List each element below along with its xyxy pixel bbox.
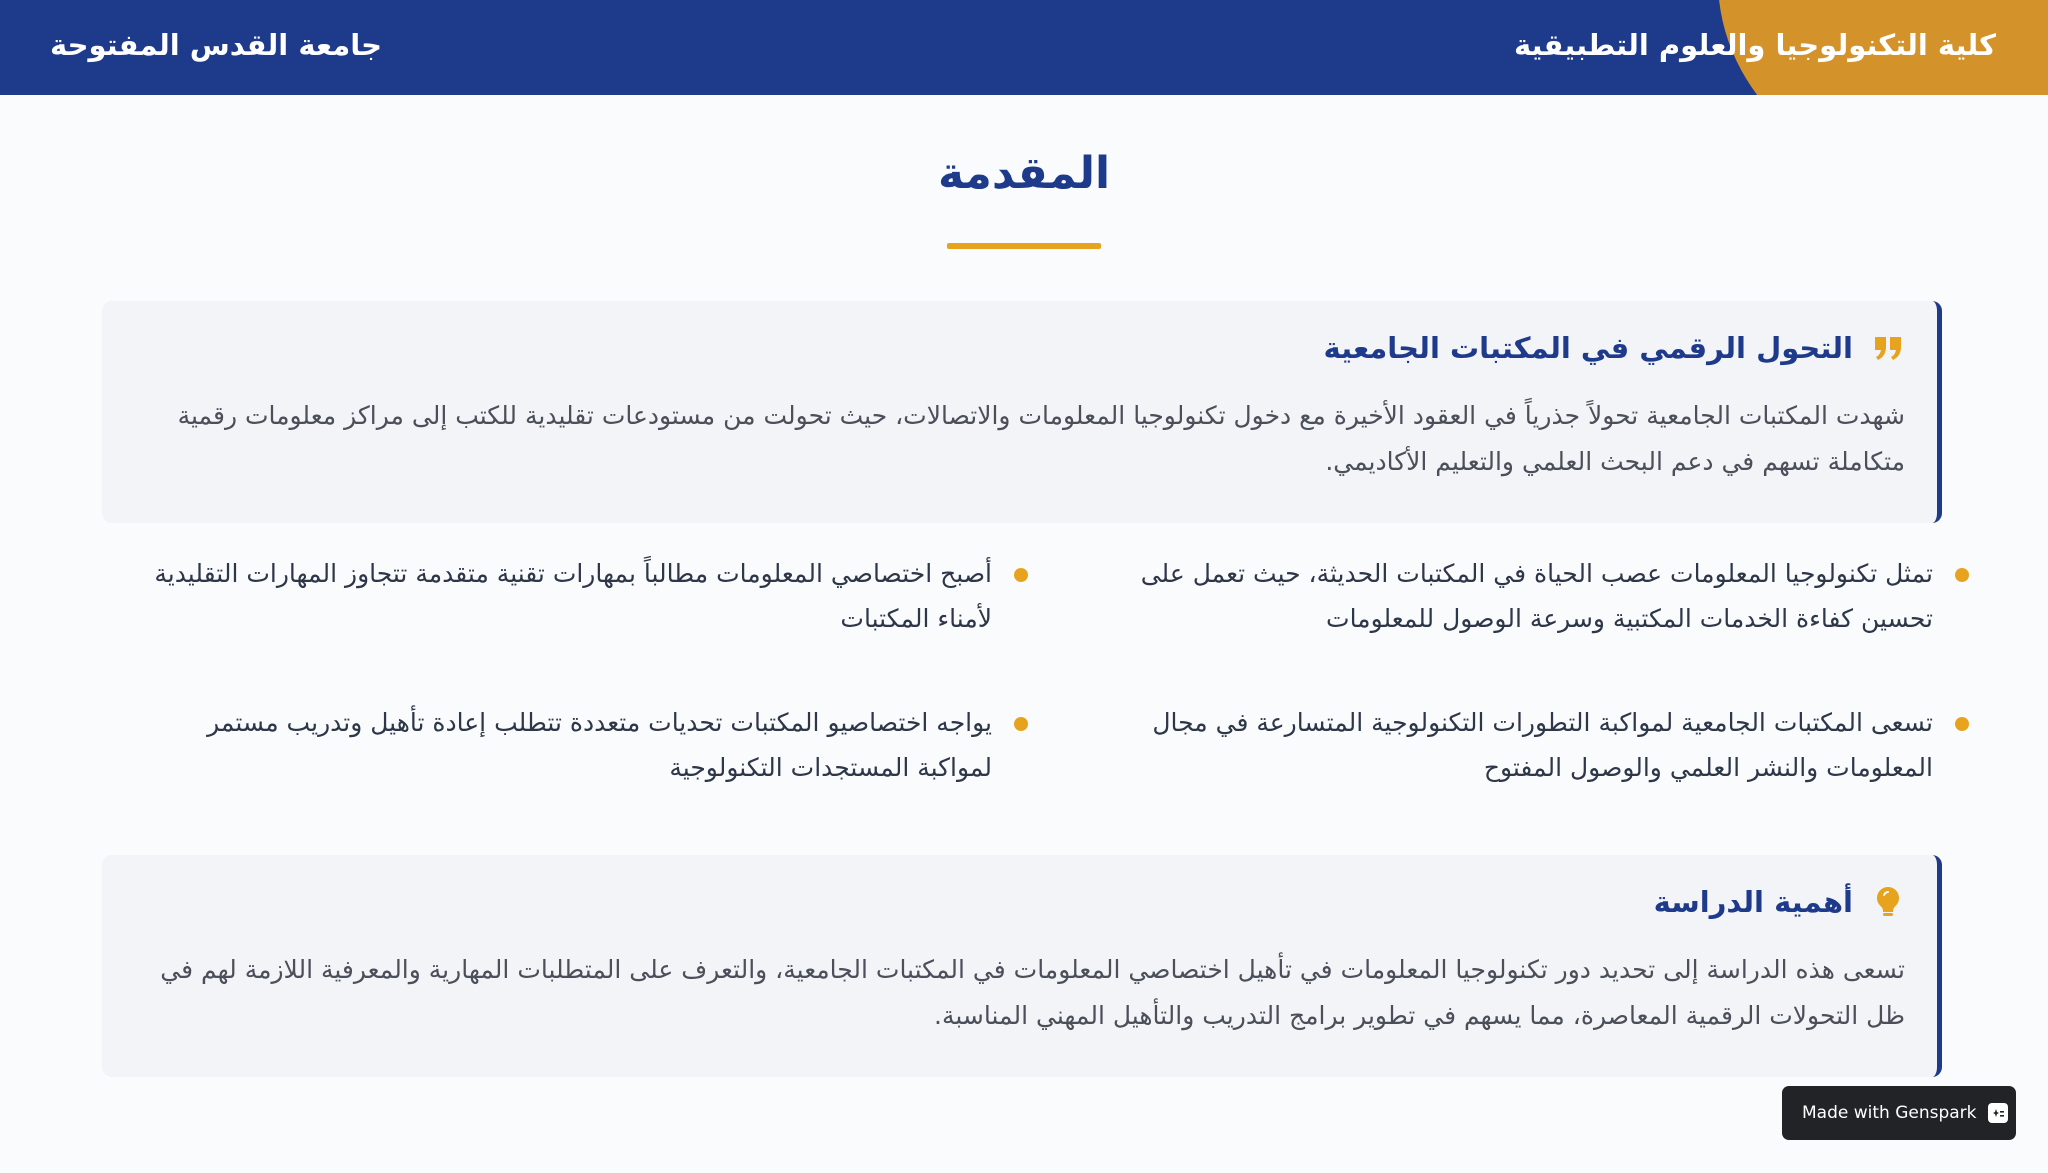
importance-card: [102, 855, 1942, 1077]
made-with-genspark-badge[interactable]: [1782, 1086, 2016, 1140]
bullet-dot: [1014, 568, 1028, 582]
bullet-text: أصبح اختصاصي المعلومات مطالباً بمهارات تقنية متقدمة تتجاوز المهارات التقليدية لأمناء المكتبات: [154, 559, 992, 633]
badge-label: Made with Genspark: [1802, 1103, 1977, 1123]
bullet-item-4: [148, 700, 1028, 790]
university-name: جامعة القدس المفتوحة: [50, 28, 383, 62]
intro-card: [102, 301, 1942, 523]
lightbulb-icon: [1871, 885, 1905, 919]
importance-card-header: [1654, 885, 1905, 919]
bullet-text: تسعى المكتبات الجامعية لمواكبة التطورات التكنولوجية المتسارعة في مجال المعلومات والنشر العلمي والوصول المفتوح: [1152, 708, 1933, 782]
page-title: المقدمة: [937, 148, 1111, 199]
importance-card-text: تسعى هذه الدراسة إلى تحديد دور تكنولوجيا المعلومات في تأهيل اختصاصي المعلومات في المكتبات الجامعية، والتعرف على المتطلبات المهارية والمعرفية اللازمة لهم في ظل التحولات الرقمية المعاصرة، مما يسهم في تطوير برامج التدريب والتأهيل المهني المناسبة.: [160, 955, 1905, 1030]
intro-card-text: شهدت المكتبات الجامعية تحولاً جذرياً في العقود الأخيرة مع دخول تكنولوجيا المعلومات والاتصالات، حيث تحولت من مستودعات تقليدية للكتب إلى مراكز معلومات رقمية متكاملة تسهم في دعم البحث العلمي والتعليم الأكاديمي.: [177, 401, 1905, 476]
header-bar: [0, 0, 2048, 95]
bullet-item-3: [1109, 700, 1969, 790]
importance-card-title: أهمية الدراسة: [1653, 885, 1853, 919]
bullet-dot: [1014, 717, 1028, 731]
bullet-dot: [1955, 717, 1969, 731]
bullet-text: تمثل تكنولوجيا المعلومات عصب الحياة في المكتبات الحديثة، حيث تعمل على تحسين كفاءة الخدمات المكتبية وسرعة الوصول للمعلومات: [1140, 559, 1933, 633]
intro-card-header: [1324, 331, 1905, 365]
quote-icon: [1871, 331, 1905, 365]
genspark-icon: [1987, 1102, 2009, 1124]
bullet-item-1: [1109, 551, 1969, 641]
title-underline: [947, 243, 1101, 249]
intro-card-title: التحول الرقمي في المكتبات الجامعية: [1323, 331, 1853, 365]
bullet-dot: [1955, 568, 1969, 582]
bullet-item-2: [148, 551, 1028, 641]
bullet-text: يواجه اختصاصيو المكتبات تحديات متعددة تتطلب إعادة تأهيل وتدريب مستمر لمواكبة المستجدات التكنولوجية: [207, 708, 992, 782]
college-name: كلية التكنولوجيا والعلوم التطبيقية: [1513, 28, 1996, 62]
